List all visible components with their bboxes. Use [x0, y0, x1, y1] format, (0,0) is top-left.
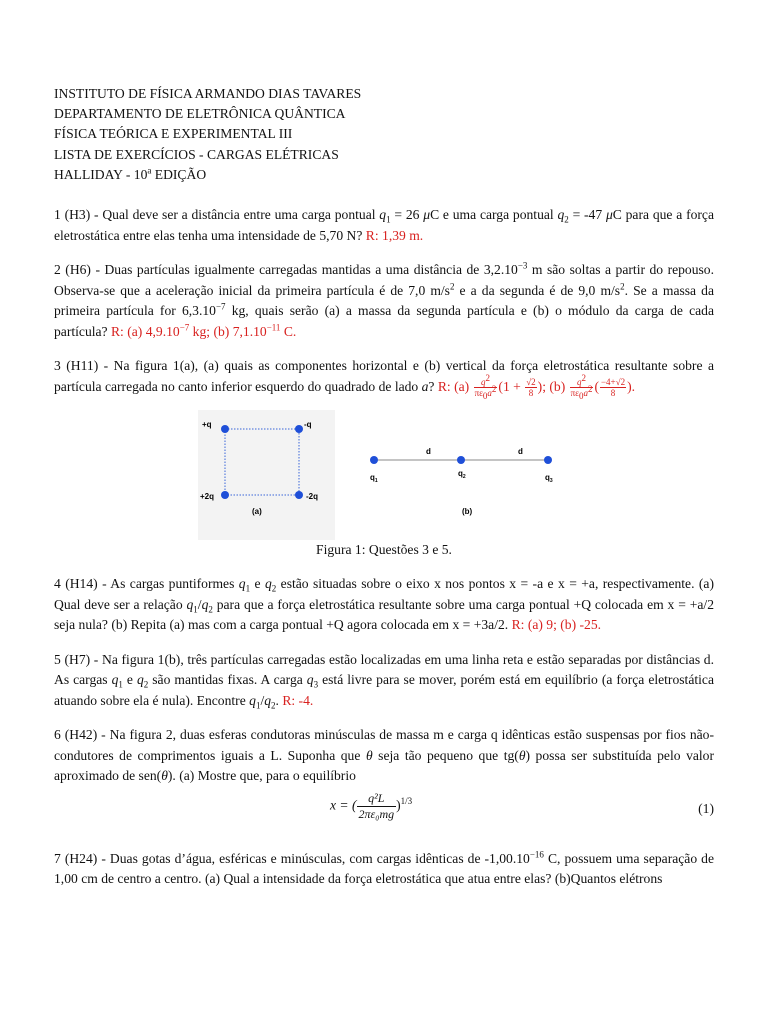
label-minus-q: -q: [304, 419, 312, 429]
charge-bottom-left: [221, 491, 229, 499]
label-minus-2q: -2q: [306, 491, 318, 501]
figure-caption: Figura 1: Questões 3 e 5.: [316, 541, 452, 557]
label-d2: d: [518, 446, 523, 456]
answer-5: R: -4.: [282, 692, 314, 708]
equation-1: [54, 787, 714, 831]
question-3: 3 (H11) - Na figura 1(a), (a) quais as componentes horizontal e (b) vertical da força eletrostática resultante sobre a partícula carregada no canto inferior esquerdo do quadrado de lado a? R: (a) $\frac{q^2}{\pi\varepsilon_0a^2}$ (1 + $\frac{√2}{8}$ ); (b) $\frac{q^2}{\pi\varepsilon_0a^2}$ ( $\frac{-4+√2}{8}$ ).: [54, 358, 714, 401]
label-figure-b: (b): [462, 506, 473, 516]
label-q2: $q_2$: [458, 468, 466, 480]
answer-4: R: (a) 9; (b) -25.: [511, 617, 602, 633]
charge-bottom-right: [295, 491, 303, 499]
document-page: [54, 84, 714, 890]
label-plus-q: +q: [202, 419, 212, 429]
label-q1: $q_1$: [370, 472, 378, 484]
question-2: 2 (H6) - Duas partículas igualmente carregadas mantidas a uma distância de $3,2.10^{-3}$ m são soltas a partir do repouso. Observa-se que a aceleração inicial da primeira partícula é de 7,0 $m/s^2$ e a da segunda é de 9,0 $m/s^2$. Se a massa da primeira partícula for $6,3.10^{-7}$ kg, quais serão (a) a massa da segunda partícula e (b) o módulo da carga de cada partícula? R: (a) $4,9.10^{-7}$ kg; (b) $7,1.10^{-11}$ C.: [54, 260, 715, 339]
question-1: 1 (H3) - Qual deve ser a distância entre uma carga pontual $q_1 = 26$ μC e uma carga pontual $q_2 = -47$ μC para que a força eletrostática entre elas tenha uma intensidade de 5,70 N? R: 1,39 m.: [54, 207, 714, 243]
header-department: DEPARTAMENTO DE ELETRÔNICA QUÂNTICA: [54, 106, 346, 122]
label-plus-2q: +2q: [200, 491, 215, 501]
charge-top-right: [295, 425, 303, 433]
question-5: 5 (H7) - Na figura 1(b), três partículas carregadas estão localizadas em uma linha reta e estão separadas por distâncias d. As cargas $q_1$ e $q_2$ são mantidas fixas. A carga $q_3$ está livre para se mover, porém está em equilíbrio (a força eletrostática atuando sobre ela é nula). Encontre $q_1/q_2$. R: -4.: [54, 651, 714, 711]
figure-a-background: [198, 410, 335, 540]
header-institute: INSTITUTO DE FÍSICA ARMANDO DIAS TAVARES: [54, 86, 362, 101]
charge-q1: [370, 456, 378, 464]
charge-q3: [544, 456, 552, 464]
answer-3: R: (a) $\frac{q^2}{\pi\varepsilon_0a^2}$ (1 + $\frac{√2}{8}$ ); (b) $\frac{q^2}{\pi\varepsilon_0a^2}$ ( $\frac{-4+√2}{8}$ ).: [437, 372, 636, 401]
label-figure-a: (a): [252, 506, 262, 516]
question-7: 7 (H24) - Duas gotas d’água, esféricas e minúsculas, com cargas idênticas de $-1,00.10^{-16}$ C, possuem uma separação de 1,00 cm de centro a centro. (a) Qual a intensidade da força eletrostática que atua entre elas? (b)Quantos elétrons: [54, 849, 714, 887]
label-q3: $q_3$: [545, 472, 553, 484]
label-d1: d: [426, 446, 431, 456]
figure-1: [54, 410, 714, 540]
header-list-title: LISTA DE EXERCÍCIOS - CARGAS ELÉTRICAS: [54, 146, 339, 162]
equation-1-body: x = ( $\frac{\text{q²L}}{\text{2πε₀mg}}$ )$^{1/3}$: [330, 790, 413, 821]
figure-1-diagram: [54, 410, 714, 540]
header-edition: HALLIDAY - 10$^a$ EDIÇÃO: [54, 165, 207, 182]
question-6: 6 (H42) - Na figura 2, duas esferas condutoras minúsculas de massa m e carga q idênticas estão suspensas por fios não-condutores de comprimentos iguais a L. Suponha que θ seja tão pequeno que tg(θ) possa ser substituída pelo valor aproximado de sen(θ). (a) Mostre que, para o equilíbrio: [54, 727, 714, 784]
answer-1: R: 1,39 m.: [365, 227, 424, 243]
charge-top-left: [221, 425, 229, 433]
answer-2: R: (a) $4,9.10^{-7}$ kg; (b) $7,1.10^{-11}$ C.: [110, 321, 297, 339]
question-4: 4 (H14) - As cargas puntiformes $q_1$ e $q_2$ estão situadas sobre o eixo x nos pontos x = -a e x = +a, respectivamente. (a) Qual deve ser a relação $q_1/q_2$ para que a força eletrostática resultante sobre uma carga pontual +Q colocada em x = +a/2 seja nula? (b) Repita (a) mas com a carga pontual +Q agora colocada em x = +3a/2. R: (a) 9; (b) -25.: [54, 576, 714, 633]
charge-q2: [457, 456, 465, 464]
document-header: [54, 84, 714, 185]
header-course: FÍSICA TEÓRICA E EXPERIMENTAL III: [54, 126, 293, 142]
equation-1-number: (1): [698, 800, 714, 816]
